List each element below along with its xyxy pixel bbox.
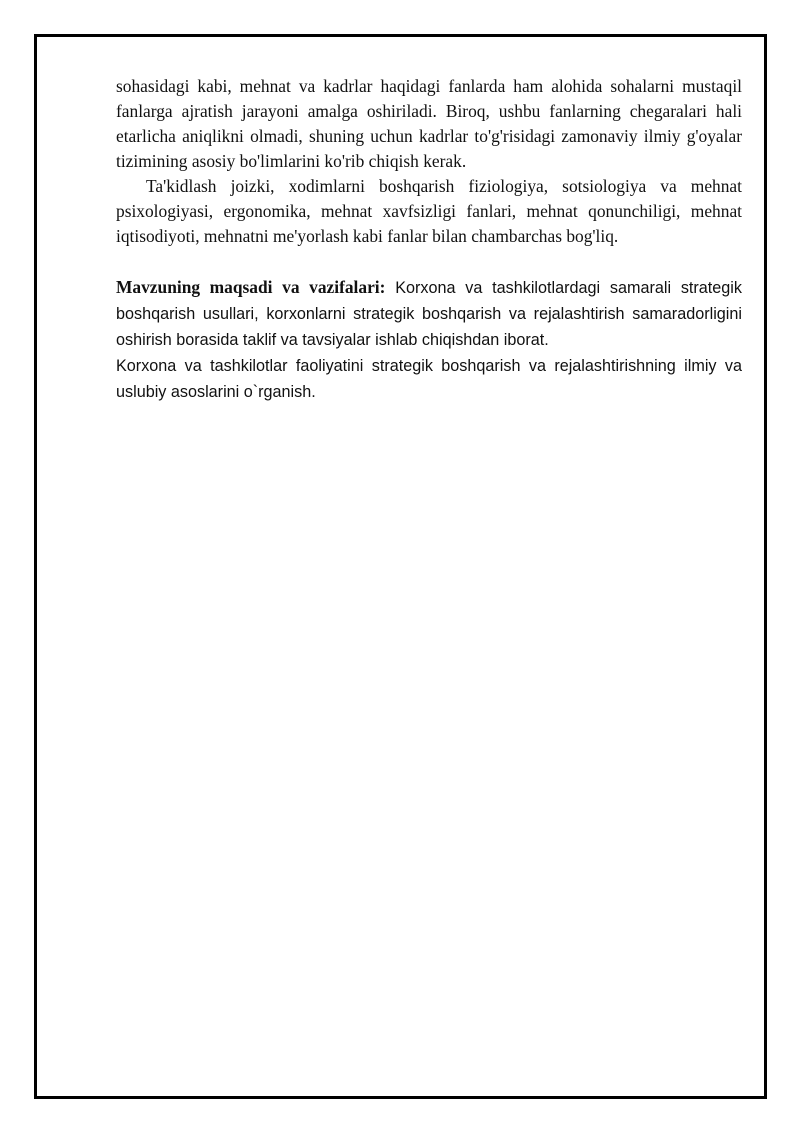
paragraph-continuation: sohasidagi kabi, mehnat va kadrlar haqidagi fanlarda ham alohida sohalarni mustaqil fanlarga ajratish jarayoni amalga oshiriladi. Biroq, ushbu fanlarning chegaralari hali etarlicha aniqlikni olmadi, shuning uchun kadrlar to'g'risidagi zamonaviy ilmiy g'oyalar tizimining asosiy bo'limlarini ko'rib chiqish kerak. — [116, 76, 742, 171]
paragraph-goals — [116, 274, 742, 353]
paragraph-spacer — [116, 249, 742, 274]
goals-text: Korxona va tashkilotlardagi samarali strategik boshqarish usullari, korxonlarni strategik boshqarish va rejalashtirish samaradorligini oshirish borasida taklif va tavsiyalar ishlab chiqishdan iborat. — [116, 279, 742, 349]
page-content — [116, 74, 742, 405]
paragraph-study: Korxona va tashkilotlar faoliyatini strategik boshqarish va rejalashtirishning ilmiy va uslubiy asoslarini o`rganish. — [116, 357, 742, 401]
paragraph-related-sciences: Ta'kidlash joizki, xodimlarni boshqarish fiziologiya, sotsiologiya va mehnat psixologiyasi, ergonomika, mehnat xavfsizligi fanlari, mehnat qonunchiligi, mehnat iqtisodiyoti, mehnatni me'yorlash kabi fanlar bilan chambarchas bog'liq. — [116, 176, 742, 246]
goals-label: Mavzuning maqsadi va vazifalari: — [116, 277, 386, 297]
